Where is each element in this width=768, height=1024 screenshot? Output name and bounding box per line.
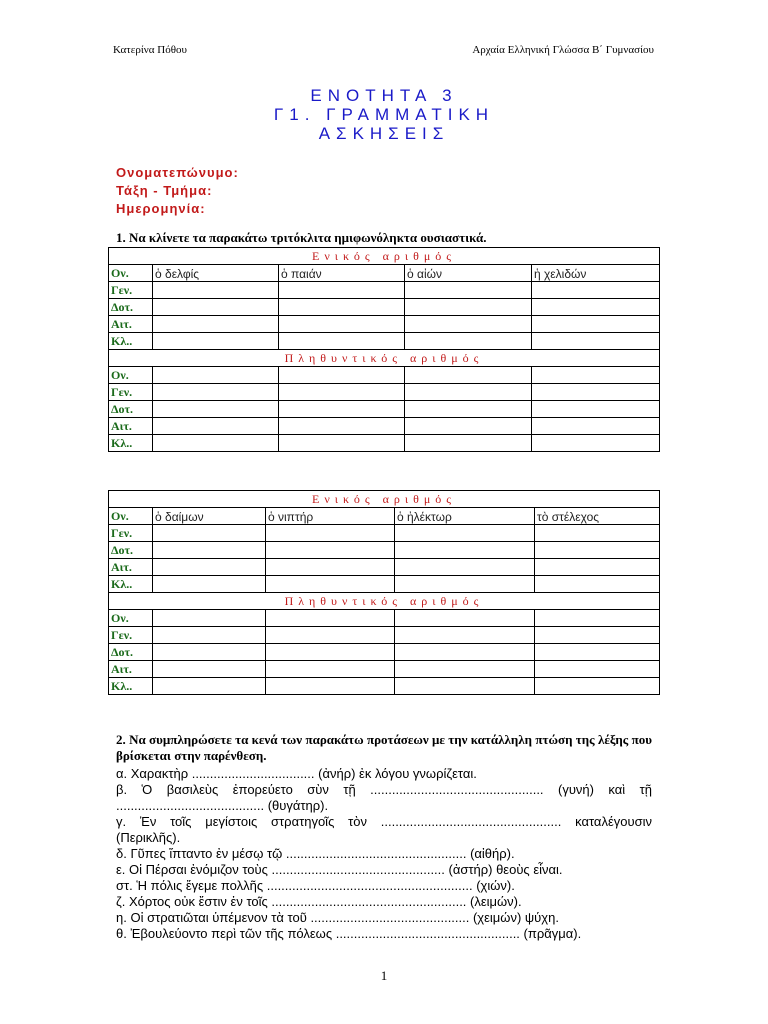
section-title: Γ1. ΓΡΑΜΜΑΤΙΚΗ: [273, 105, 495, 124]
case-label: Γεν.: [109, 384, 153, 401]
blank-cell: [405, 367, 532, 384]
blank-cell: [153, 576, 266, 593]
blank-cell: [153, 559, 266, 576]
table-row: [109, 435, 660, 452]
sentence-c: γ. Ἐν τοῖς μεγίστοις στρατηγοῖς τὸν .................................................. καταλέγουσιν: [116, 814, 652, 829]
noun-cell: τὸ στέλεχος: [535, 508, 660, 525]
sentence-th: θ. Ἐβουλεύοντο περὶ τῶν τῆς πόλεως ................................................... (πρᾶγμα).: [116, 926, 582, 941]
case-label: Δοτ.: [109, 542, 153, 559]
noun-cell: ὁ δελφίς: [153, 265, 279, 282]
exercise1-prompt: 1. Να κλίνετε τα παρακάτω τριτόκλιτα ημιφωνόληκτα ουσιαστικά.: [116, 230, 487, 245]
case-label: Γεν.: [109, 627, 153, 644]
blank-cell: [266, 678, 395, 695]
singular-heading: Ενικός αριθμός: [109, 491, 660, 508]
blank-cell: [153, 525, 266, 542]
blank-cell: [535, 525, 660, 542]
table-row: [109, 576, 660, 593]
blank-cell: [405, 435, 532, 452]
case-label: Ον.: [109, 508, 153, 525]
blank-cell: [266, 610, 395, 627]
blank-cell: [535, 661, 660, 678]
blank-cell: [266, 525, 395, 542]
blank-cell: [153, 418, 279, 435]
case-label: Αιτ.: [109, 418, 153, 435]
blank-cell: [405, 401, 532, 418]
case-label: Κλ..: [109, 333, 153, 350]
table-row: [109, 627, 660, 644]
plural-heading: Πληθυντικός αριθμός: [109, 593, 660, 610]
singular-heading: Ενικός αριθμός: [109, 248, 660, 265]
blank-cell: [153, 542, 266, 559]
blank-cell: [532, 418, 660, 435]
blank-cell: [279, 435, 405, 452]
blank-cell: [535, 559, 660, 576]
sentence-c-cont: (Περικλῆς).: [116, 830, 181, 845]
case-label: Κλ..: [109, 435, 153, 452]
blank-cell: [279, 316, 405, 333]
blank-cell: [153, 678, 266, 695]
case-label: Κλ..: [109, 576, 153, 593]
blank-cell: [153, 661, 266, 678]
blank-cell: [532, 401, 660, 418]
blank-cell: [153, 367, 279, 384]
blank-cell: [532, 367, 660, 384]
blank-cell: [532, 316, 660, 333]
blank-cell: [405, 333, 532, 350]
declension-table-2: [108, 490, 660, 695]
class-field-label: Τάξη - Τμήμα:: [116, 183, 213, 198]
blank-cell: [395, 627, 535, 644]
unit-title: ΕΝΟΤΗΤΑ 3: [310, 86, 458, 105]
header-course: Αρχαία Ελληνική Γλώσσα Β΄ Γυμνασίου: [472, 44, 654, 56]
table-row: [109, 282, 660, 299]
noun-cell: ὁ νιπτήρ: [266, 508, 395, 525]
case-label: Γεν.: [109, 282, 153, 299]
sentence-st: στ. Ἡ πόλις ἔγεμε πολλῆς ......................................................... (χιών).: [116, 878, 515, 893]
sentence-b: β. Ὁ βασιλεὺς ἐπορεύετο σὺν τῇ ................................................ (γυνή) καὶ τῇ: [116, 782, 652, 797]
title-block: [0, 86, 768, 143]
student-fields: [116, 164, 239, 218]
table-row: [109, 418, 660, 435]
blank-cell: [405, 316, 532, 333]
sentence-d: δ. Γῦπες ἵπταντο ἐν μέσῳ τῷ .................................................. (αἰθήρ).: [116, 846, 515, 861]
blank-cell: [279, 282, 405, 299]
name-field-label: Ονοματεπώνυμο:: [116, 165, 239, 180]
blank-cell: [153, 627, 266, 644]
date-field-label: Ημερομηνία:: [116, 201, 206, 216]
blank-cell: [395, 661, 535, 678]
blank-cell: [405, 418, 532, 435]
blank-cell: [395, 542, 535, 559]
blank-cell: [279, 401, 405, 418]
sentence-b-cont: ......................................... (θυγάτηρ).: [116, 798, 329, 813]
blank-cell: [532, 299, 660, 316]
table-row: [109, 644, 660, 661]
blank-cell: [535, 610, 660, 627]
sentence-z: ζ. Χόρτος οὐκ ἔστιν ἐν τοῖς ...................................................... (λειμών).: [116, 894, 522, 909]
table-row: [109, 384, 660, 401]
blank-cell: [395, 644, 535, 661]
blank-cell: [153, 299, 279, 316]
page-number: 1: [380, 968, 388, 983]
table-row: [109, 508, 660, 525]
noun-cell: ὁ παιάν: [279, 265, 405, 282]
blank-cell: [266, 644, 395, 661]
blank-cell: [279, 418, 405, 435]
blank-cell: [395, 678, 535, 695]
blank-cell: [266, 576, 395, 593]
blank-cell: [395, 559, 535, 576]
case-label: Δοτ.: [109, 401, 153, 418]
table-row: [109, 678, 660, 695]
blank-cell: [535, 627, 660, 644]
blank-cell: [405, 299, 532, 316]
blank-cell: [395, 576, 535, 593]
exercise2-prompt: 2. Να συμπληρώσετε τα κενά των παρακάτω προτάσεων με την κατάλληλη πτώση της λέξης που βρίσκεται στην παρένθεση.: [116, 732, 652, 763]
case-label: Ον.: [109, 367, 153, 384]
blank-cell: [279, 333, 405, 350]
plural-heading: Πληθυντικός αριθμός: [109, 350, 660, 367]
blank-cell: [266, 559, 395, 576]
table-row: [109, 299, 660, 316]
case-label: Αιτ.: [109, 316, 153, 333]
table-row: [109, 661, 660, 678]
blank-cell: [153, 610, 266, 627]
case-label: Ον.: [109, 265, 153, 282]
blank-cell: [395, 525, 535, 542]
blank-cell: [153, 401, 279, 418]
table-row: [109, 559, 660, 576]
sentence-h: η. Οἱ στρατιῶται ὑπέμενον τὰ τοῦ ............................................ (χειμών) ψύχη.: [116, 910, 559, 925]
blank-cell: [405, 282, 532, 299]
case-label: Κλ..: [109, 678, 153, 695]
sentence-e: ε. Οἱ Πέρσαι ἐνόμιζον τοὺς ................................................ (ἀστήρ) θεοὺς εἶναι.: [116, 862, 563, 877]
table-row: [109, 401, 660, 418]
blank-cell: [153, 316, 279, 333]
table-row: [109, 542, 660, 559]
case-label: Γεν.: [109, 525, 153, 542]
blank-cell: [535, 678, 660, 695]
blank-cell: [279, 299, 405, 316]
blank-cell: [535, 644, 660, 661]
blank-cell: [279, 367, 405, 384]
case-label: Δοτ.: [109, 299, 153, 316]
blank-cell: [153, 644, 266, 661]
blank-cell: [279, 384, 405, 401]
case-label: Αιτ.: [109, 559, 153, 576]
case-label: Δοτ.: [109, 644, 153, 661]
blank-cell: [532, 282, 660, 299]
blank-cell: [153, 435, 279, 452]
noun-cell: ἡ χελιδών: [532, 265, 660, 282]
blank-cell: [405, 384, 532, 401]
header-author: Κατερίνα Πόθου: [113, 44, 187, 56]
noun-cell: ὁ δαίμων: [153, 508, 266, 525]
blank-cell: [532, 435, 660, 452]
table-row: [109, 367, 660, 384]
table-row: [109, 525, 660, 542]
blank-cell: [266, 627, 395, 644]
blank-cell: [266, 661, 395, 678]
table-row: [109, 610, 660, 627]
case-label: Αιτ.: [109, 661, 153, 678]
blank-cell: [266, 542, 395, 559]
sentence-a: α. Χαρακτὴρ .................................. (ἀνήρ) ἐκ λόγου γνωρίζεται.: [116, 766, 477, 781]
noun-cell: ὁ ἠλέκτωρ: [395, 508, 535, 525]
blank-cell: [153, 282, 279, 299]
blank-cell: [153, 384, 279, 401]
declension-table-1: [108, 247, 660, 452]
blank-cell: [532, 384, 660, 401]
noun-cell: ὁ αἰών: [405, 265, 532, 282]
table-row: [109, 333, 660, 350]
exercises-title: ΑΣΚΗΣΕΙΣ: [318, 124, 450, 143]
case-label: Ον.: [109, 610, 153, 627]
blank-cell: [532, 333, 660, 350]
blank-cell: [535, 542, 660, 559]
blank-cell: [153, 333, 279, 350]
table-row: [109, 316, 660, 333]
table-row: [109, 265, 660, 282]
blank-cell: [395, 610, 535, 627]
blank-cell: [535, 576, 660, 593]
